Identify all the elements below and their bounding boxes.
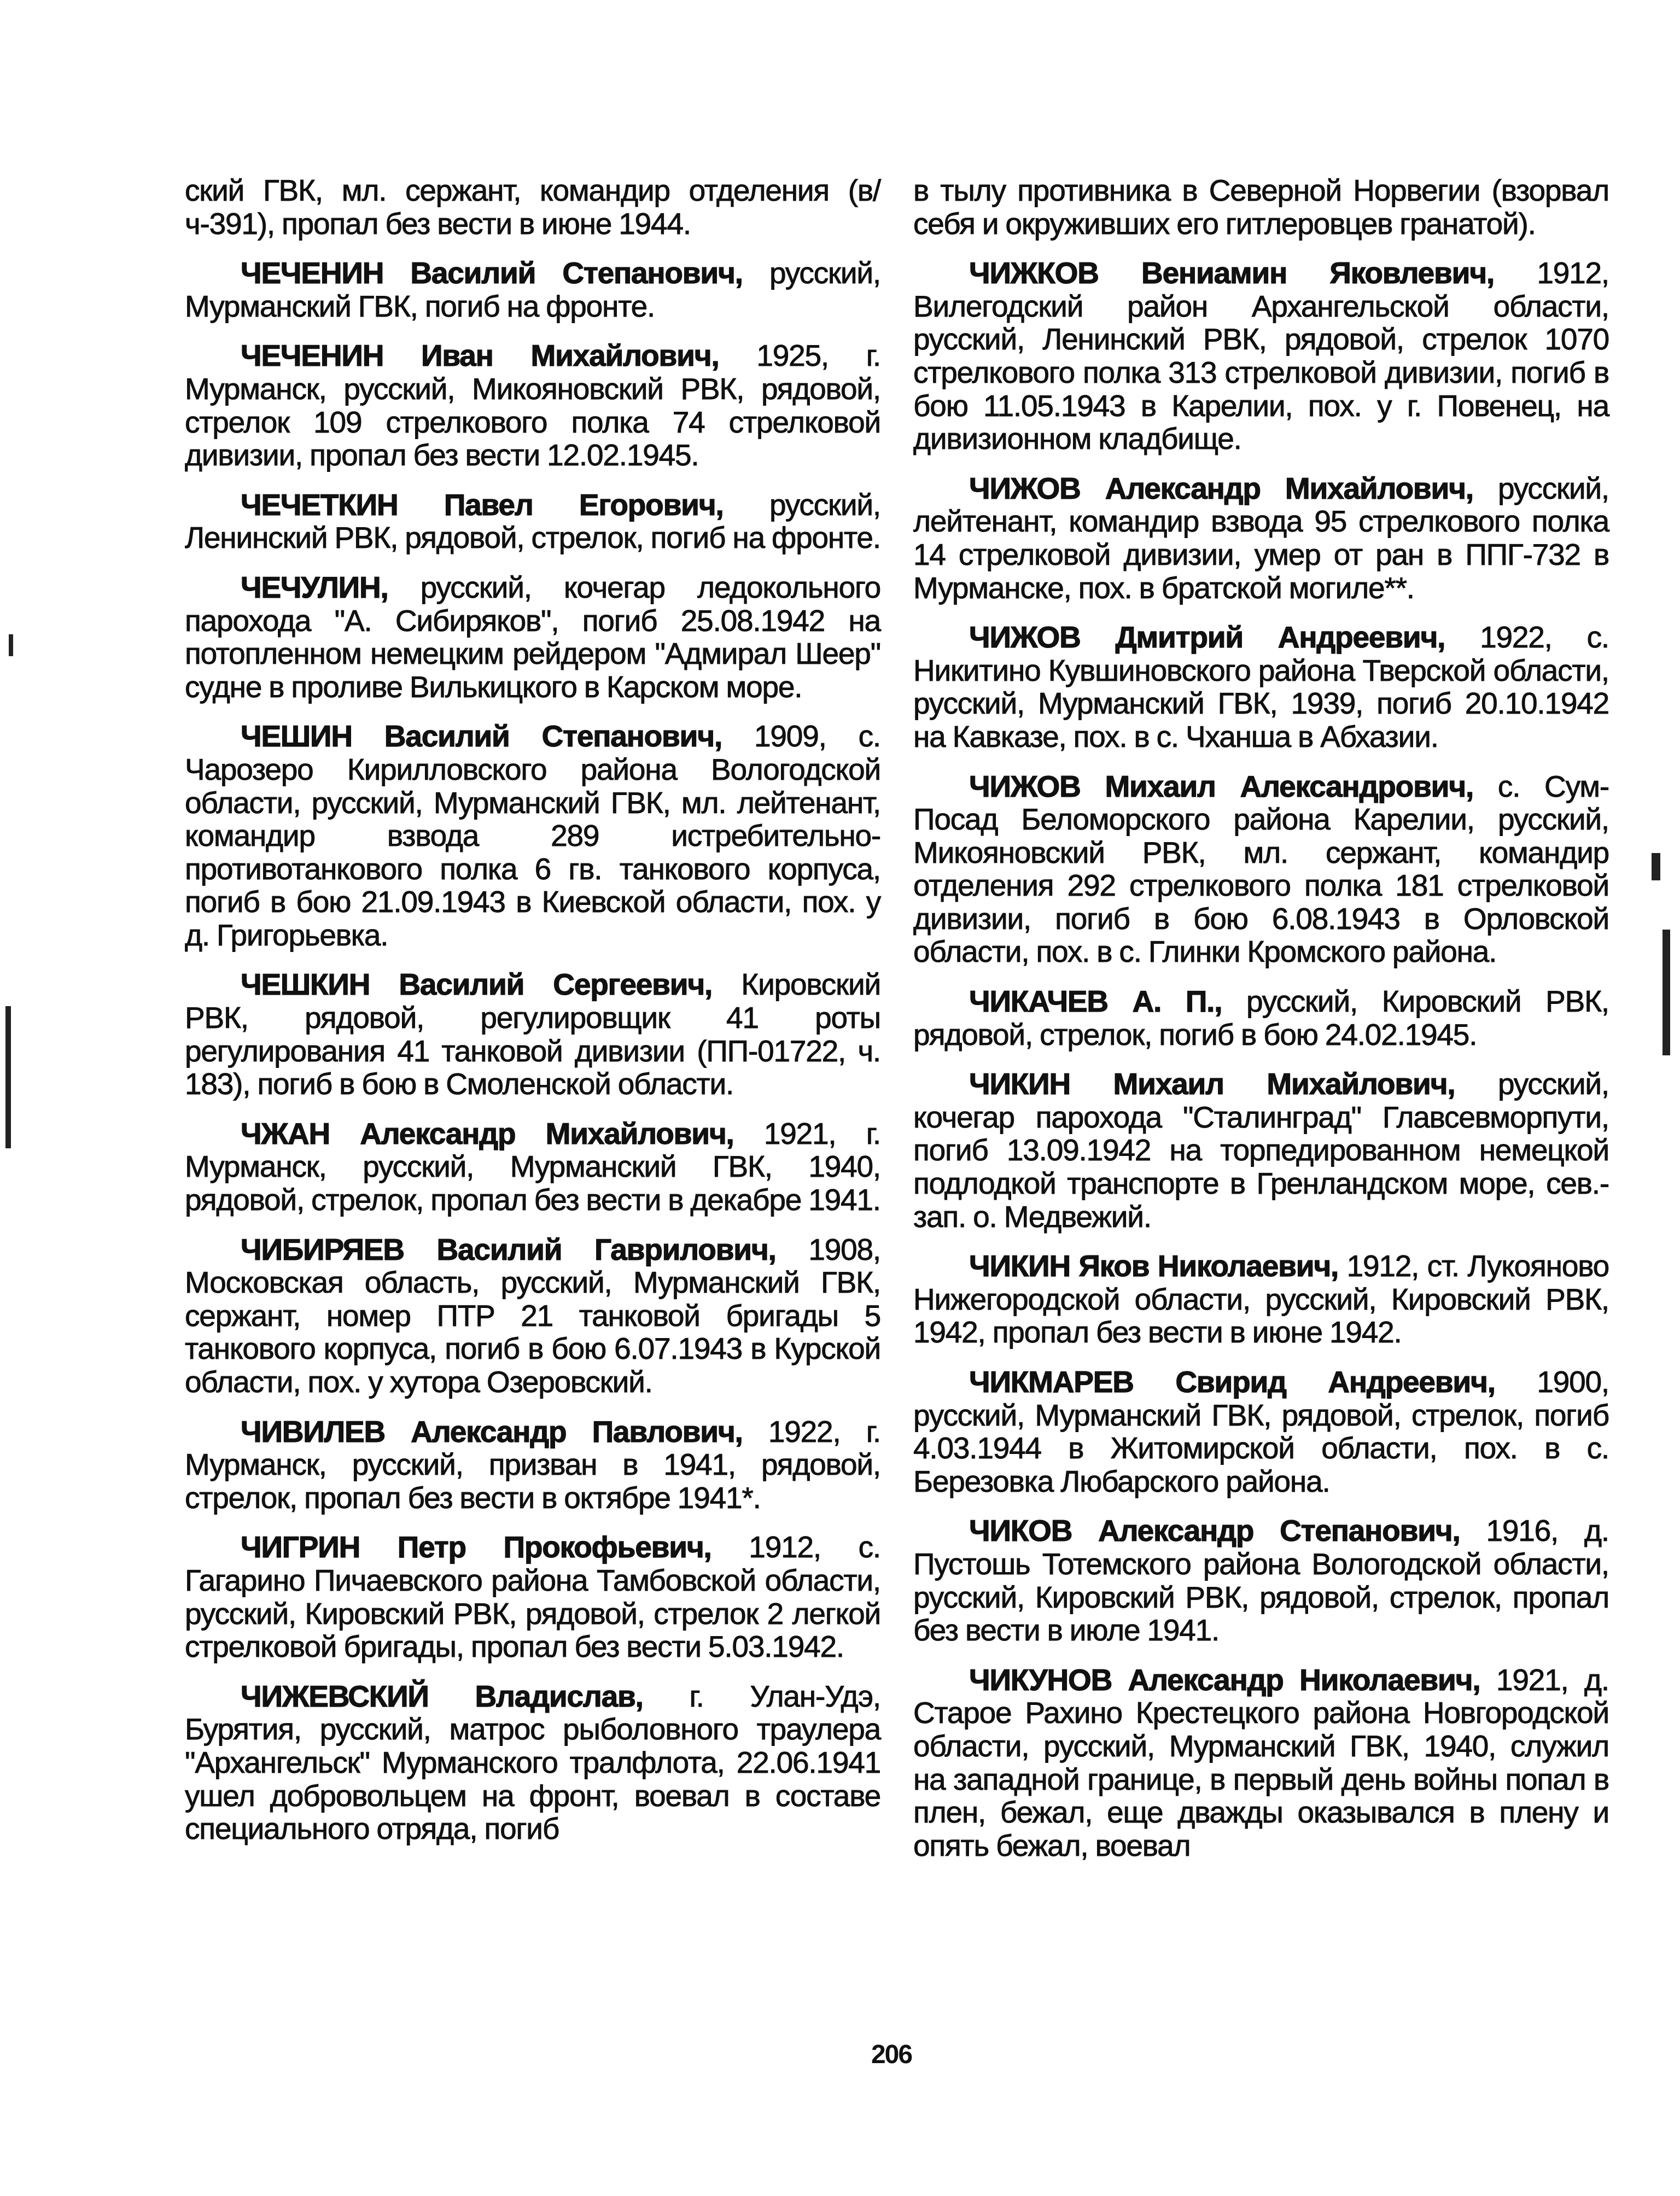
scan-noise (1652, 853, 1660, 880)
entry-name: ЧИБИРЯЕВ Василий Гаврилович, (241, 1232, 776, 1266)
entry-text: русский, Ленинский РВК, рядовой, стрелок, погиб на фронте. (185, 487, 881, 555)
entry-continuation (913, 174, 1609, 240)
entry-text: 1921, г. Мурманск, русский, Мурманский ГВК, 1940, рядовой, стрелок, пропал без вести в декабре 1941. (185, 1116, 880, 1217)
entry-name: ЧИКАЧЕВ А. П., (969, 984, 1222, 1019)
entry-continuation (185, 174, 880, 240)
entry-name: ЧЖАН Александр Михайлович, (241, 1116, 734, 1150)
entry (185, 1680, 880, 1845)
entry-text: русский, кочегар ледокольного парохода "А. Сибиряков", погиб 25.08.1942 на потопленном немецким рейдером "Адмирал Шеер" судне в проливе Вилькицкого в Карском море. (185, 570, 880, 704)
scan-noise (5, 1006, 11, 1148)
entry (913, 621, 1609, 753)
entry-name: ЧИКИН Михаил Михайлович, (969, 1067, 1455, 1101)
entry-text: 1909, с. Чарозеро Кирилловского района Вологодской области, русский, Мурманский ГВК, мл. лейтенант, командир взвода 289 истребительно-противотанкового полка 6 гв. танкового корпуса, погиб в бою 21.09.1943 в Киевской области, пох. у д. Григорьевка. (185, 719, 880, 952)
entry (185, 1117, 880, 1217)
entry-text: русский, лейтенант, командир взвода 95 стрелкового полка 14 стрелковой дивизии, умер от ран в ППГ-732 в Мурманске, пох. в братской могиле**. (913, 471, 1609, 605)
entry-name: ЧЕЧЕТКИН Павел Егорович, (241, 487, 724, 522)
entry-name: ЧЕШКИН Василий Сергеевич, (241, 967, 713, 1002)
entry (913, 985, 1609, 1051)
entry (913, 1663, 1609, 1862)
entry (913, 1249, 1609, 1349)
entry-text: ский ГВК, мл. сержант, командир отделения (в/ч-391), пропал без вести в июне 1944. (185, 173, 880, 241)
scan-noise (1662, 930, 1670, 1055)
entry-name: ЧИКУНОВ Александр Николаевич, (969, 1662, 1480, 1697)
entry (913, 1365, 1609, 1498)
entry-name: ЧИКМАРЕВ Свирид Андреевич, (969, 1365, 1495, 1399)
page-number: 206 (871, 2040, 912, 2069)
entry (913, 472, 1609, 604)
entry-text: в тылу противника в Северной Норвегии (взорвал себя и окруживших его гитлеровцев гранатой). (913, 173, 1609, 241)
entry-text: г. Улан-Удэ, Бурятия, русский, матрос рыболовного траулера "Архангельск" Мурманского тралфлота, 22.06.1941 ушел добровольцем на фронт, воевал в составе специального отряда, погиб (185, 1679, 880, 1846)
entry-name: ЧИКИН Яков Николаевич, (969, 1249, 1339, 1283)
entry-text: русский, Мурманский ГВК, погиб на фронте. (185, 256, 881, 323)
entry-text: 1912, Вилегодский район Архангельской области, русский, Ленинский РВК, рядовой, стрелок 1070 стрелкового полка 313 стрелковой дивизии, погиб в бою 11.05.1943 в Карелии, пох. у г. Повенец, на дивизионном кладбище. (913, 256, 1609, 456)
entry (185, 256, 880, 323)
entry (185, 720, 880, 951)
entry-name: ЧЕЧЕНИН Иван Михайлович, (241, 338, 719, 373)
entry-name: ЧИВИЛЕВ Александр Павлович, (241, 1414, 743, 1449)
scan-noise (9, 634, 13, 656)
entry-name: ЧИЖЕВСКИЙ Владислав, (241, 1679, 643, 1713)
entry-name: ЧИКОВ Александр Степанович, (969, 1514, 1460, 1548)
entry-text: русский, кочегар парохода "Сталинград" Главсевморпути, погиб 13.09.1942 на торпедированном немецкой подлодкой транспорте в Гренландском море, сев.-зап. о. Медвежий. (913, 1067, 1609, 1234)
entry-name: ЧИЖОВ Михаил Александрович, (969, 769, 1474, 803)
entry (913, 256, 1609, 455)
entry-text: 1912, с. Гагарино Пичаевского района Тамбовской области, русский, Кировский РВК, рядовой, стрелок 2 легкой стрелковой бригады, пропал без вести 5.03.1942. (185, 1530, 880, 1664)
entry (185, 1415, 880, 1515)
entry-text: русский, Кировский РВК, рядовой, стрелок, погиб в бою 24.02.1945. (913, 984, 1609, 1052)
entry-name: ЧЕЧЕНИН Василий Степанович, (241, 256, 743, 290)
right-column (913, 174, 1609, 1878)
entry-text: 1922, с. Никитино Кувшиновского района Тверской области, русский, Мурманский ГВК, 1939, погиб 20.10.1942 на Кавказе, пох. в с. Чханша в Абхазии. (913, 620, 1609, 754)
entry-name: ЧЕШИН Василий Степанович, (241, 719, 722, 754)
entry-text: 1922, г. Мурманск, русский, призван в 1941, рядовой, стрелок, пропал без вести в октябре 1941*. (185, 1414, 880, 1515)
entry (913, 770, 1609, 969)
entry (185, 339, 880, 471)
entry-text: 1912, ст. Лукояново Нижегородской области, русский, Кировский РВК, 1942, пропал без вести в июне 1942. (913, 1249, 1609, 1350)
entry (185, 488, 880, 554)
entry-name: ЧИЖОВ Александр Михайлович, (969, 471, 1473, 505)
entry-text: 1908, Московская область, русский, Мурманский ГВК, сержант, номер ПТР 21 танковой бригады 5 танкового корпуса, погиб в бою 6.07.1943 в Курской области, пох. у хутора Озеровский. (185, 1232, 881, 1399)
entry-text: с. Сум-Посад Беломорского района Карелии, русский, Микояновский РВК, мл. сержант, командир отделения 292 стрелкового полка 181 стрелковой дивизии, погиб в бою 6.08.1943 в Орловской области, пох. в с. Глинки Кромского района. (913, 769, 1609, 969)
entry-text: 1900, русский, Мурманский ГВК, рядовой, стрелок, погиб 4.03.1944 в Житомирской области, пох. в с. Березовка Любарского района. (913, 1365, 1609, 1498)
entry-text: 1916, д. Пустошь Тотемского района Вологодской области, русский, Кировский РВК, рядовой, стрелок, пропал без вести в июле 1941. (913, 1514, 1609, 1648)
entry (185, 1233, 880, 1399)
entry (185, 968, 880, 1100)
left-column (185, 174, 880, 1862)
entry-text: Кировский РВК, рядовой, регулировщик 41 роты регулирования 41 танковой дивизии (ПП-01722, ч. 183), погиб в бою в Смоленской области. (185, 967, 880, 1101)
entry-text: 1925, г. Мурманск, русский, Микояновский РВК, рядовой, стрелок 109 стрелкового полка 74 стрелковой дивизии, пропал без вести 12.02.1945. (185, 338, 881, 472)
entry-name: ЧИЖОВ Дмитрий Андреевич, (969, 620, 1445, 655)
entry (913, 1067, 1609, 1233)
entry-name: ЧИГРИН Петр Прокофьевич, (241, 1530, 711, 1564)
entry-text: 1921, д. Старое Рахино Крестецкого района Новгородской области, русский, Мурманский ГВК, 1940, служил на западной границе, в первый день войны попал в плен, бежал, еще дважды оказывался в плену и опять бежал, воевал (913, 1662, 1609, 1862)
entry (185, 1531, 880, 1663)
entry (913, 1514, 1609, 1646)
entry-name: ЧИЖКОВ Вениамин Яковлевич, (969, 256, 1495, 290)
entry-name: ЧЕЧУЛИН, (241, 570, 388, 604)
entry (185, 571, 880, 703)
